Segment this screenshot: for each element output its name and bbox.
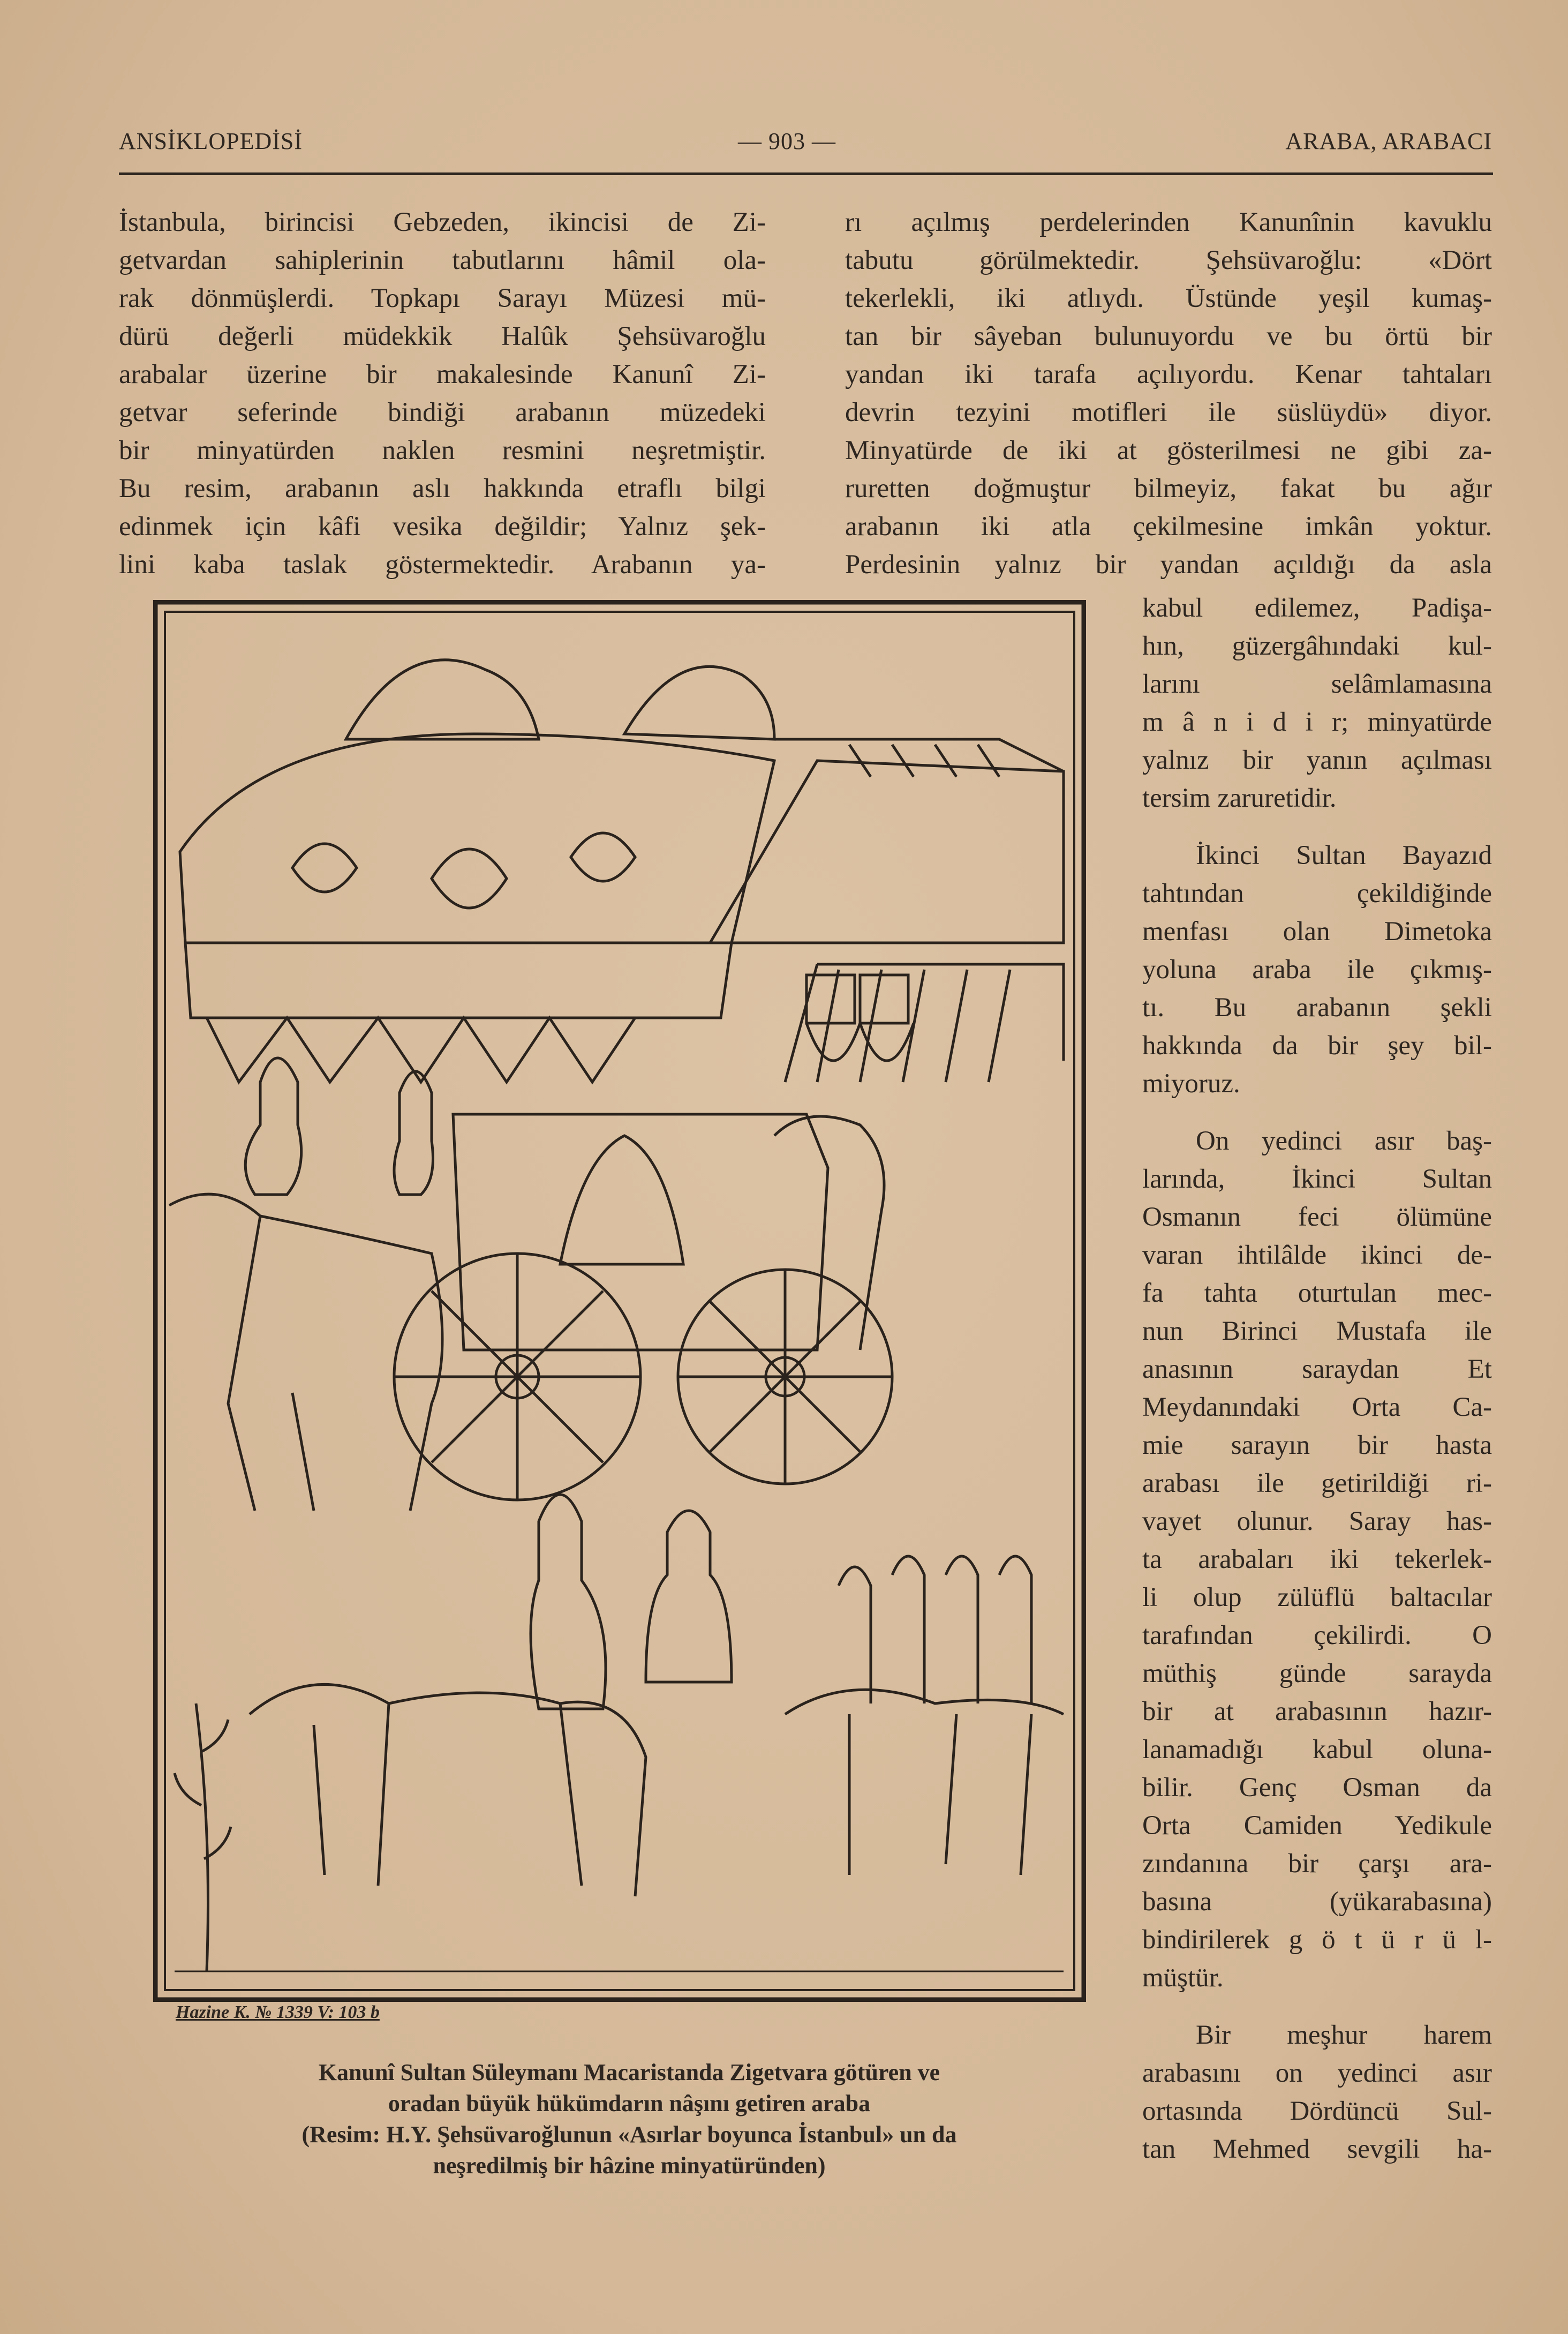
text-line: menfası olan Dimetoka <box>1142 917 1492 947</box>
text-line: tahtından çekildiğinde <box>1142 879 1492 909</box>
text-line: ortasında Dördüncü Sul- <box>1142 2096 1492 2126</box>
text-line: tan bir sâyeban bulunuyordu ve bu örtü bir <box>845 321 1492 351</box>
text-line: arabalar üzerine bir makalesinde Kanunî Zi- <box>119 359 766 389</box>
caption-line: Kanunî Sultan Süleymanı Macaristanda Zigetvara götüren ve <box>318 2059 940 2085</box>
text-line: bir minyatürden naklen resmini neşretmiştir. <box>119 436 766 466</box>
text-line: tarafından çekilirdi. O <box>1142 1620 1492 1650</box>
text-line: edinmek için kâfi vesika değildir; Yalnız şek- <box>119 512 766 542</box>
text-line: On yedinci asır baş- <box>1196 1126 1492 1156</box>
text-line: müştür. <box>1142 1963 1224 1993</box>
right-column <box>845 204 1492 584</box>
text-line: rı açılmış perdelerinden Kanunînin kavuklu <box>845 207 1492 237</box>
text-line: hakkında da bir şey bil- <box>1142 1031 1492 1061</box>
text-line: Meydanındaki Orta Ca- <box>1142 1392 1492 1422</box>
text-line: ruretten doğmuştur bilmeyiz, fakat bu ağır <box>845 474 1492 504</box>
text-line: li olup zülüflü baltacılar <box>1142 1582 1492 1612</box>
striped-awning <box>710 739 1064 1082</box>
canopy-domes <box>180 660 774 1082</box>
text-line: arabasını on yedinci asır <box>1142 2058 1492 2088</box>
caption-line: oradan büyük hükümdarın nâşını getiren araba <box>388 2090 871 2117</box>
text-line: Orta Camiden Yedikule <box>1142 1811 1492 1841</box>
text-line: lini kaba taslak göstermektedir. Arabanın ya- <box>119 550 766 580</box>
text-line: tabutu görülmektedir. Şehsüvaroğlu: «Dört <box>845 245 1492 275</box>
text-line: hın, güzergâhındaki kul- <box>1142 631 1492 661</box>
text-line: Bir meşhur harem <box>1196 2020 1492 2050</box>
text-line: basına (yükarabasına) <box>1142 1887 1492 1917</box>
text-line: vayet olunur. Saray has- <box>1142 1506 1492 1536</box>
miniature-illustration <box>153 600 1086 2002</box>
text-line: rak dönmüşlerdi. Topkapı Sarayı Müzesi mü- <box>119 283 766 313</box>
text-line: Bu resim, arabanın aslı hakkında etraflı bilgi <box>119 474 766 504</box>
header-rule <box>119 172 1493 175</box>
archive-note: Hazine K. № 1339 V: 103 b <box>176 2002 380 2022</box>
text-line: arabası ile getirildiği ri- <box>1142 1468 1492 1498</box>
text-line: varan ihtilâlde ikinci de- <box>1142 1240 1492 1270</box>
text-line: miyoruz. <box>1142 1069 1240 1099</box>
text-line: lanamadığı kabul oluna- <box>1142 1735 1492 1765</box>
text-line: getvar seferinde bindiği arabanın müzedeki <box>119 397 766 427</box>
text-line: müthiş günde sarayda <box>1142 1658 1492 1688</box>
text-line: larında, İkinci Sultan <box>1142 1164 1492 1194</box>
text-line: zındanına bir çarşı ara- <box>1142 1849 1492 1879</box>
text-line: Perdesinin yalnız bir yandan açıldığı da asla <box>845 550 1492 580</box>
text-line: anasının saraydan Et <box>1142 1354 1492 1384</box>
text-line: tı. Bu arabanın şekli <box>1142 993 1492 1023</box>
text-line: arabanın iki atla çekilmesine imkân yoktur. <box>845 512 1492 542</box>
caption-line: neşredilmiş bir hâzine minyatüründen) <box>433 2152 826 2179</box>
text-line: tan Mehmed sevgili ha- <box>1142 2134 1492 2164</box>
text-line: bir at arabasının hazır- <box>1142 1697 1492 1727</box>
left-column <box>119 204 766 584</box>
text-line: İstanbula, birincisi Gebzeden, ikincisi de Zi- <box>119 207 766 237</box>
header-right: ARABA, ARABACI <box>1285 128 1492 154</box>
text-line: getvardan sahiplerinin tabutlarını hâmil ola- <box>119 245 766 275</box>
text-line: İkinci Sultan Bayazıd <box>1196 840 1492 870</box>
text-line: devrin tezyini motifleri ile süslüydü» diyor. <box>845 397 1492 427</box>
horses-and-riders <box>169 1058 1064 1896</box>
text-line: yoluna araba ile çıkmış- <box>1142 955 1492 985</box>
text-line: ta arabaları iki tekerlek- <box>1142 1544 1492 1574</box>
text-line: bilir. Genç Osman da <box>1142 1773 1492 1803</box>
header-left: ANSİKLOPEDİSİ <box>119 128 303 154</box>
narrow-column <box>1142 589 1492 2168</box>
plant <box>175 1703 231 1971</box>
text-line: bindirilerek g ö t ü r ü l- <box>1142 1925 1492 1955</box>
caption-line: (Resim: H.Y. Şehsüvaroğlunun «Asırlar boyunca İstanbul» un da <box>301 2121 957 2148</box>
text-line: mie sarayın bir hasta <box>1142 1430 1492 1460</box>
text-line: nun Birinci Mustafa ile <box>1142 1316 1492 1346</box>
standing-attendants <box>646 975 1031 1703</box>
text-line: fa tahta oturtulan mec- <box>1142 1278 1492 1308</box>
text-line: Minyatürde de iki at gösterilmesi ne gibi za- <box>845 436 1492 466</box>
carriage <box>394 1114 892 1500</box>
text-line: tekerlekli, iki atlıydı. Üstünde yeşil kumaş- <box>845 283 1492 313</box>
text-line: dürü değerli müdekkik Halûk Şehsüvaroğlu <box>119 321 766 351</box>
text-line: larını selâmlamasına <box>1142 669 1492 699</box>
text-line: Osmanın feci ölümüne <box>1142 1202 1492 1232</box>
page-number: — 903 — <box>738 128 836 154</box>
text-line: kabul edilemez, Padişa- <box>1142 593 1492 623</box>
text-line: tersim zaruretidir. <box>1142 783 1337 813</box>
text-line: yalnız bir yanın açılması <box>1142 745 1492 775</box>
figure-caption <box>161 2057 1098 2181</box>
text-line: m â n i d i r; minyatürde <box>1142 707 1492 737</box>
text-line: yandan iki tarafa açılıyordu. Kenar tahtaları <box>845 359 1492 389</box>
